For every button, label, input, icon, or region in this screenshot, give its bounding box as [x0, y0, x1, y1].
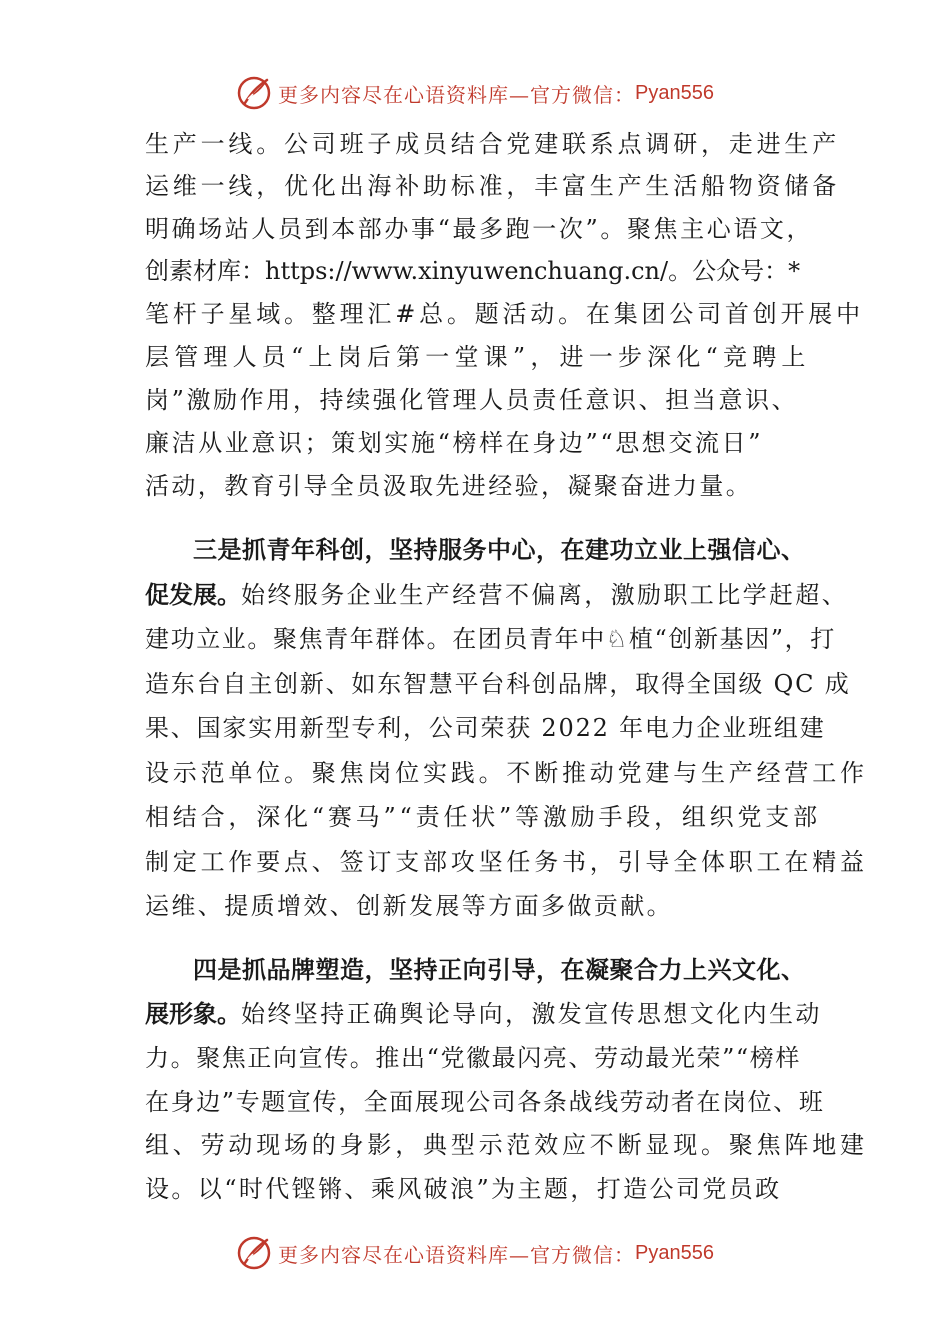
text-line: 设示范单位。聚焦岗位实践。不断推动党建与生产经营工作 [145, 759, 868, 787]
text-line: 笔杆子星域。整理汇#总。题活动。在集团公司首创开展中 [145, 300, 864, 328]
section-heading-4-continued: 展形象。 [145, 1000, 241, 1028]
text-line-inline: 始终坚持正确舆论导向，激发宣传思想文化内生动 [241, 1000, 822, 1028]
text-line: 廉洁从业意识；策划实施“榜样在身边”“思想交流日” [145, 429, 764, 457]
watermark-wechat-id: Pyan556 [635, 81, 714, 104]
text-line: 建功立业。聚焦青年群体。在团员青年中♘植“创新基因”，打 [145, 625, 836, 653]
section-heading-3: 三是抓青年科创，坚持服务中心，在建功立业上强信心、 [193, 536, 806, 564]
text-line: 运维一线，优化出海补助标准，丰富生产生活船物资储备 [145, 172, 840, 200]
text-line-inline: 始终服务企业生产经营不偏离，激励职工比学赶超、 [241, 581, 849, 609]
watermark-banner-top [0, 68, 950, 118]
section-heading-4: 四是抓品牌塑造，坚持正向引导，在凝聚合力上兴文化、 [193, 956, 806, 984]
text-line: 生产一线。公司班子成员结合党建联系点调研，走进生产 [145, 130, 840, 158]
text-line: 力。聚焦正向宣传。推出“党徽最闪亮、劳动最光荣”“榜样 [145, 1044, 802, 1072]
section-heading-3-continued: 促发展。 [145, 581, 241, 609]
text-line: 明确场站人员到本部办事“最多跑一次”。聚焦主心语文， [145, 215, 814, 243]
watermark-text: 更多内容尽在心语资料库—官方微信： [278, 82, 636, 107]
watermark-banner-bottom [0, 1228, 950, 1278]
text-line: 组、劳动现场的身影，典型示范效应不断显现。聚焦阵地建 [145, 1131, 868, 1159]
text-line: 岗”激励作用，持续强化管理人员责任意识、担当意识、 [145, 386, 799, 414]
watermark-text: 更多内容尽在心语资料库—官方微信： [278, 1242, 636, 1267]
text-line: 创素材库：https://www.xinyuwenchuang.cn/。公众号：* [145, 257, 801, 285]
watermark-wechat-id: Pyan556 [635, 1241, 714, 1264]
quill-logo-icon [236, 75, 272, 111]
text-line [145, 992, 822, 1036]
text-line: 层管理人员“上岗后第一堂课”，进一步深化“竞聘上 [145, 343, 811, 371]
text-line: 相结合，深化“赛马”“责任状”等激励手段，组织党支部 [145, 803, 821, 831]
text-line: 造东台自主创新、如东智慧平台科创品牌，取得全国级 QC 成 [145, 670, 851, 698]
text-line: 设。以“时代铿锵、乘风破浪”为主题，打造公司党员政 [145, 1175, 782, 1203]
text-line [145, 573, 848, 617]
text-line: 运维、提质增效、创新发展等方面多做贡献。 [145, 892, 673, 920]
text-line: 活动，教育引导全员汲取先进经验，凝聚奋进力量。 [145, 472, 753, 500]
quill-logo-icon [236, 1235, 272, 1271]
text-line: 果、国家实用新型专利，公司荣获 2022 年电力企业班组建 [145, 714, 826, 742]
text-line: 在身边”专题宣传，全面展现公司各条战线劳动者在岗位、班 [145, 1088, 825, 1116]
text-line: 制定工作要点、签订支部攻坚任务书，引导全体职工在精益 [145, 848, 868, 876]
